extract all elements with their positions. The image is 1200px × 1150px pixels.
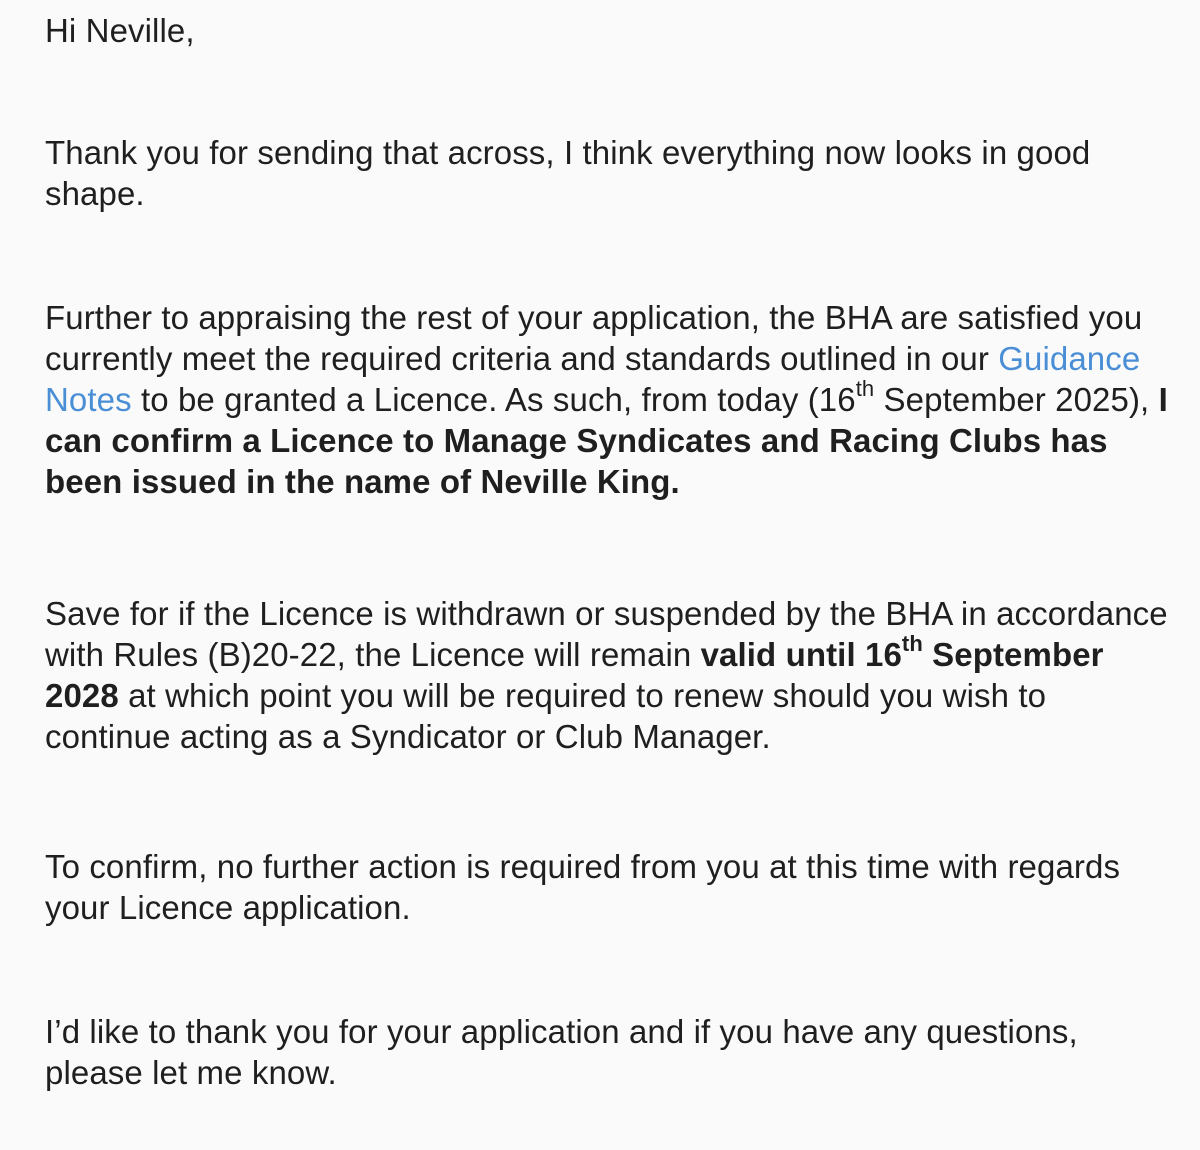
text-span: September 2028 bbox=[45, 636, 1104, 714]
guidance-notes-link[interactable]: Guidance Notes bbox=[45, 340, 1141, 418]
text-span: Save for if the Licence is withdrawn or suspended by the BHA in accordance with Rules (B)20-22, the Licence will remain bbox=[45, 595, 1168, 673]
text-span: Further to appraising the rest of your application, the BHA are satisfied you currently meet the required criteria and standards outlined in our bbox=[45, 299, 1143, 377]
paragraph-closing: I’d like to thank you for your application and if you have any questions, please let me know. bbox=[45, 1013, 1078, 1091]
licence-confirmation-bold: I can confirm a Licence to Manage Syndicates and Racing Clubs has been issued in the name of Neville King. bbox=[45, 381, 1168, 500]
text-span: valid until 16 bbox=[700, 636, 902, 673]
text-span: to be granted a Licence. As such, from today (16 bbox=[131, 381, 856, 418]
greeting: Hi Neville, bbox=[45, 12, 195, 49]
text-span: September 2025), bbox=[874, 381, 1159, 418]
text-span: at which point you will be required to renew should you wish to continue acting as a Syndicator or Club Manager. bbox=[45, 677, 1047, 755]
ordinal-suffix: th bbox=[855, 376, 875, 401]
paragraph-thanks: Thank you for sending that across, I think everything now looks in good shape. bbox=[45, 134, 1091, 212]
paragraph-validity bbox=[45, 593, 1175, 757]
paragraph-no-action: To confirm, no further action is required from you at this time with regards your Licence application. bbox=[45, 848, 1121, 926]
ordinal-suffix: th bbox=[901, 631, 923, 656]
paragraph-licence-granted bbox=[45, 297, 1175, 502]
